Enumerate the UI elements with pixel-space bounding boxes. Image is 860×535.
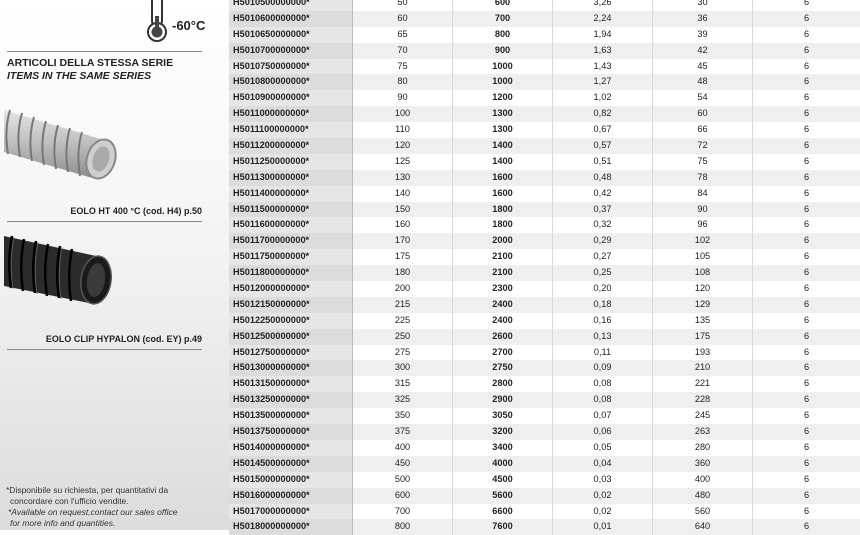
table-row[interactable]	[229, 233, 860, 249]
series-title-english: ITEMS IN THE SAME SERIES	[7, 70, 152, 82]
col-2-value-cell: 1300	[453, 122, 553, 138]
col-5-value-cell: 6	[803, 140, 810, 151]
table-row[interactable]	[229, 472, 860, 488]
diameter-cell: 300	[353, 360, 453, 376]
diameter-cell: 250	[353, 329, 453, 345]
product-code-cell: H5013000000000*	[229, 360, 353, 376]
table-row[interactable]	[229, 0, 860, 11]
col-4-value-cell: 90	[653, 202, 753, 218]
diameter-cell: 200	[353, 281, 453, 297]
col-2-value-cell: 5600	[453, 488, 553, 504]
product-code-cell: H5011700000000*	[229, 233, 353, 249]
product-code-cell: H5012150000000*	[229, 297, 353, 313]
col-2-value-cell: 2100	[453, 249, 553, 265]
col-2-value-cell: 2800	[453, 376, 553, 392]
col-5-value-cell: 6	[803, 60, 810, 71]
col-4-value-cell: 75	[653, 154, 753, 170]
diameter-cell: 70	[353, 43, 453, 59]
col-2-value-cell: 3200	[453, 424, 553, 440]
table-row[interactable]	[229, 138, 860, 154]
diameter-cell: 125	[353, 154, 453, 170]
col-4-value-cell: 84	[653, 186, 753, 202]
col-5-value-cell: 6	[803, 394, 810, 405]
product-code-cell: H5014000000000*	[229, 440, 353, 456]
col-3-value-cell: 1,27	[553, 74, 653, 90]
diameter-cell: 180	[353, 265, 453, 281]
col-4-value-cell: 640	[653, 519, 753, 535]
col-4-value-cell: 48	[653, 74, 753, 90]
col-4-value-cell: 210	[653, 360, 753, 376]
col-4-value-cell: 263	[653, 424, 753, 440]
col-4-value-cell: 39	[653, 27, 753, 43]
col-2-value-cell: 1400	[453, 154, 553, 170]
col-5-value-cell: 6	[803, 473, 810, 484]
product-code-cell: H5012750000000*	[229, 345, 353, 361]
col-4-value-cell: 105	[653, 249, 753, 265]
col-2-value-cell: 1800	[453, 202, 553, 218]
col-3-value-cell: 0,27	[553, 249, 653, 265]
table-row[interactable]	[229, 329, 860, 345]
col-3-value-cell: 0,42	[553, 186, 653, 202]
col-2-value-cell: 2300	[453, 281, 553, 297]
col-4-value-cell: 193	[653, 345, 753, 361]
table-row[interactable]	[229, 106, 860, 122]
col-2-value-cell: 2600	[453, 329, 553, 345]
temperature-range	[140, 0, 230, 42]
col-2-value-cell: 4000	[453, 456, 553, 472]
diameter-cell: 175	[353, 249, 453, 265]
col-4-value-cell: 96	[653, 217, 753, 233]
col-5-value-cell: 6	[803, 457, 810, 468]
col-2-value-cell: 2700	[453, 345, 553, 361]
product-code-cell: H5012250000000*	[229, 313, 353, 329]
col-2-value-cell: 3050	[453, 408, 553, 424]
col-2-value-cell: 1600	[453, 170, 553, 186]
product-caption-eolo-clip[interactable]: EOLO CLIP HYPALON (cod. EY) p.49	[45, 334, 202, 344]
col-4-value-cell: 54	[653, 90, 753, 106]
diameter-cell: 500	[353, 472, 453, 488]
diameter-cell: 90	[353, 90, 453, 106]
diameter-cell: 600	[353, 488, 453, 504]
col-3-value-cell: 0,25	[553, 265, 653, 281]
product-code-cell: H5010900000000*	[229, 90, 353, 106]
col-5-value-cell: 6	[803, 521, 810, 532]
col-3-value-cell: 0,02	[553, 504, 653, 520]
col-3-value-cell: 0,48	[553, 170, 653, 186]
table-row[interactable]	[229, 154, 860, 170]
table-row[interactable]	[229, 440, 860, 456]
diameter-cell: 60	[353, 11, 453, 27]
col-3-value-cell: 1,63	[553, 43, 653, 59]
col-5-value-cell: 6	[803, 219, 810, 230]
col-4-value-cell: 108	[653, 265, 753, 281]
table-row[interactable]	[229, 217, 860, 233]
col-5-value-cell: 6	[803, 441, 810, 452]
col-2-value-cell: 1400	[453, 138, 553, 154]
max-temperature	[172, 0, 219, 1]
product-code-cell: H5011500000000*	[229, 202, 353, 218]
table-row[interactable]	[229, 376, 860, 392]
product-code-cell: H5013150000000*	[229, 376, 353, 392]
col-3-value-cell: 0,09	[553, 360, 653, 376]
diameter-cell: 275	[353, 345, 453, 361]
table-row[interactable]	[229, 202, 860, 218]
col-2-value-cell: 6600	[453, 504, 553, 520]
col-4-value-cell: 60	[653, 106, 753, 122]
col-5-value-cell: 6	[803, 362, 810, 373]
col-3-value-cell: 0,13	[553, 329, 653, 345]
col-3-value-cell: 0,29	[553, 233, 653, 249]
col-5-value-cell: 6	[803, 124, 810, 135]
col-5-value-cell: 6	[803, 155, 810, 166]
diameter-cell: 375	[353, 424, 453, 440]
table-row[interactable]	[229, 122, 860, 138]
col-3-value-cell: 0,82	[553, 106, 653, 122]
col-2-value-cell: 2100	[453, 265, 553, 281]
diameter-cell: 450	[353, 456, 453, 472]
col-2-value-cell: 2400	[453, 297, 553, 313]
product-specs-table	[229, 0, 860, 535]
col-3-value-cell: 0,20	[553, 281, 653, 297]
col-5-value-cell: 6	[803, 426, 810, 437]
product-code-cell: H5015000000000*	[229, 472, 353, 488]
table-row[interactable]	[229, 249, 860, 265]
col-2-value-cell: 600	[453, 0, 553, 11]
col-4-value-cell: 42	[653, 43, 753, 59]
col-4-value-cell: 78	[653, 170, 753, 186]
col-2-value-cell: 1200	[453, 90, 553, 106]
table-row[interactable]	[229, 11, 860, 27]
col-5-value-cell: 6	[803, 203, 810, 214]
col-2-value-cell: 2750	[453, 360, 553, 376]
col-2-value-cell: 900	[453, 43, 553, 59]
col-5-value-cell: 6	[803, 298, 810, 309]
table-row[interactable]	[229, 519, 860, 535]
col-2-value-cell: 1000	[453, 74, 553, 90]
table-row[interactable]	[229, 313, 860, 329]
col-3-value-cell: 0,02	[553, 488, 653, 504]
col-2-value-cell: 1000	[453, 59, 553, 75]
col-3-value-cell: 0,07	[553, 408, 653, 424]
col-5-value-cell: 6	[803, 235, 810, 246]
col-4-value-cell: 560	[653, 504, 753, 520]
series-title-italian: ARTICOLI DELLA STESSA SERIE	[7, 57, 174, 69]
col-3-value-cell: 2,24	[553, 11, 653, 27]
product-code-cell: H5012000000000*	[229, 281, 353, 297]
sidebar	[0, 0, 229, 530]
col-3-value-cell: 0,67	[553, 122, 653, 138]
col-5-value-cell: 6	[803, 171, 810, 182]
product-code-cell: H5013250000000*	[229, 392, 353, 408]
table-row[interactable]	[229, 456, 860, 472]
col-4-value-cell: 30	[653, 0, 753, 11]
diameter-cell: 700	[353, 504, 453, 520]
col-2-value-cell: 2000	[453, 233, 553, 249]
col-5-value-cell: 6	[803, 12, 810, 23]
footnote-italian-line-1: *Disponibile su richiesta, per quantitativi da	[6, 485, 169, 495]
table-row[interactable]	[229, 59, 860, 75]
diameter-cell: 225	[353, 313, 453, 329]
col-2-value-cell: 1800	[453, 217, 553, 233]
product-caption-eolo-ht[interactable]: EOLO HT 400 °C (cod. H4) p.50	[70, 206, 202, 216]
col-2-value-cell: 1300	[453, 106, 553, 122]
col-5-value-cell: 6	[803, 283, 810, 294]
col-2-value-cell: 1600	[453, 186, 553, 202]
product-code-cell: H5010700000000*	[229, 43, 353, 59]
product-code-cell: H5017000000000*	[229, 504, 353, 520]
diameter-cell: 350	[353, 408, 453, 424]
col-4-value-cell: 66	[653, 122, 753, 138]
diameter-cell: 315	[353, 376, 453, 392]
col-3-value-cell: 1,02	[553, 90, 653, 106]
table-row[interactable]	[229, 281, 860, 297]
col-3-value-cell: 1,94	[553, 27, 653, 43]
product-code-cell: H5010600000000*	[229, 11, 353, 27]
col-3-value-cell: 0,32	[553, 217, 653, 233]
col-3-value-cell: 1,43	[553, 59, 653, 75]
diameter-cell: 140	[353, 186, 453, 202]
col-5-value-cell: 6	[803, 0, 810, 7]
black-clip-hose-image[interactable]	[4, 228, 114, 308]
col-4-value-cell: 135	[653, 313, 753, 329]
col-3-value-cell: 0,08	[553, 392, 653, 408]
col-2-value-cell: 7600	[453, 519, 553, 535]
product-code-cell: H5011400000000*	[229, 186, 353, 202]
grey-fabric-hose-image[interactable]	[4, 100, 124, 180]
col-3-value-cell: 3,26	[553, 0, 653, 11]
divider	[7, 221, 202, 222]
col-5-value-cell: 6	[803, 251, 810, 262]
col-3-value-cell: 0,05	[553, 440, 653, 456]
table-row[interactable]	[229, 424, 860, 440]
col-4-value-cell: 360	[653, 456, 753, 472]
diameter-cell: 65	[353, 27, 453, 43]
diameter-cell: 120	[353, 138, 453, 154]
col-3-value-cell: 0,08	[553, 376, 653, 392]
col-5-value-cell: 6	[803, 76, 810, 87]
table-row[interactable]	[229, 297, 860, 313]
divider	[7, 349, 202, 350]
product-code-cell: H5013500000000*	[229, 408, 353, 424]
col-4-value-cell: 280	[653, 440, 753, 456]
product-code-cell: H5010650000000*	[229, 27, 353, 43]
table-row[interactable]	[229, 90, 860, 106]
diameter-cell: 325	[353, 392, 453, 408]
product-code-cell: H5010750000000*	[229, 59, 353, 75]
footnote-english-line-1: *Available on request,contact our sales office	[8, 507, 178, 517]
diameter-cell: 400	[353, 440, 453, 456]
diameter-cell: 75	[353, 59, 453, 75]
col-3-value-cell: 0,03	[553, 472, 653, 488]
table-row[interactable]	[229, 170, 860, 186]
col-5-value-cell: 6	[803, 267, 810, 278]
diameter-cell: 50	[353, 0, 453, 11]
product-code-cell: H5012500000000*	[229, 329, 353, 345]
col-5-value-cell: 6	[803, 44, 810, 55]
col-4-value-cell: 102	[653, 233, 753, 249]
col-3-value-cell: 0,37	[553, 202, 653, 218]
col-5-value-cell: 6	[803, 108, 810, 119]
product-code-cell: H5011250000000*	[229, 154, 353, 170]
divider	[7, 51, 202, 52]
col-5-value-cell: 6	[803, 314, 810, 325]
col-3-value-cell: 0,01	[553, 519, 653, 535]
product-code-cell: H5013750000000*	[229, 424, 353, 440]
diameter-cell: 170	[353, 233, 453, 249]
thermometer-icon	[146, 0, 168, 44]
diameter-cell: 800	[353, 519, 453, 535]
product-code-cell: H5011600000000*	[229, 217, 353, 233]
col-4-value-cell: 120	[653, 281, 753, 297]
col-5-value-cell: 6	[803, 489, 810, 500]
footnote-english-line-2: for more info and quantities.	[10, 518, 116, 528]
col-5-value-cell: 6	[803, 410, 810, 421]
col-4-value-cell: 228	[653, 392, 753, 408]
diameter-cell: 110	[353, 122, 453, 138]
col-4-value-cell: 400	[653, 472, 753, 488]
diameter-cell: 150	[353, 202, 453, 218]
table-row[interactable]	[229, 345, 860, 361]
product-code-cell: H5010800000000*	[229, 74, 353, 90]
col-2-value-cell: 4500	[453, 472, 553, 488]
diameter-cell: 130	[353, 170, 453, 186]
col-2-value-cell: 2400	[453, 313, 553, 329]
product-code-cell: H5010500000000*	[229, 0, 353, 11]
col-4-value-cell: 129	[653, 297, 753, 313]
table-row[interactable]	[229, 488, 860, 504]
diameter-cell: 160	[353, 217, 453, 233]
col-2-value-cell: 3400	[453, 440, 553, 456]
col-2-value-cell: 700	[453, 11, 553, 27]
col-4-value-cell: 45	[653, 59, 753, 75]
col-5-value-cell: 6	[803, 346, 810, 357]
col-5-value-cell: 6	[803, 92, 810, 103]
table-row[interactable]	[229, 265, 860, 281]
col-3-value-cell: 0,16	[553, 313, 653, 329]
product-code-cell: H5011200000000*	[229, 138, 353, 154]
col-5-value-cell: 6	[803, 187, 810, 198]
diameter-cell: 80	[353, 74, 453, 90]
col-2-value-cell: 800	[453, 27, 553, 43]
footnote-italian-line-2: concordare con l'ufficio vendite.	[10, 496, 129, 506]
col-3-value-cell: 0,11	[553, 345, 653, 361]
table-row[interactable]	[229, 360, 860, 376]
col-3-value-cell: 0,04	[553, 456, 653, 472]
product-code-cell: H5016000000000*	[229, 488, 353, 504]
table-row[interactable]	[229, 186, 860, 202]
min-temperature: -60°C	[172, 18, 206, 33]
product-code-cell: H5011000000000*	[229, 106, 353, 122]
table-row[interactable]	[229, 408, 860, 424]
col-4-value-cell: 245	[653, 408, 753, 424]
product-code-cell: H5018000000000*	[229, 519, 353, 535]
col-4-value-cell: 175	[653, 329, 753, 345]
diameter-cell: 100	[353, 106, 453, 122]
col-5-value-cell: 6	[803, 378, 810, 389]
table-row[interactable]	[229, 504, 860, 520]
col-4-value-cell: 221	[653, 376, 753, 392]
table-row[interactable]	[229, 43, 860, 59]
product-code-cell: H5011100000000*	[229, 122, 353, 138]
product-code-cell: H5011800000000*	[229, 265, 353, 281]
col-5-value-cell: 6	[803, 330, 810, 341]
col-3-value-cell: 0,06	[553, 424, 653, 440]
col-3-value-cell: 0,18	[553, 297, 653, 313]
col-5-value-cell: 6	[803, 505, 810, 516]
product-code-cell: H5011300000000*	[229, 170, 353, 186]
col-5-value-cell: 6	[803, 28, 810, 39]
col-4-value-cell: 36	[653, 11, 753, 27]
table-row[interactable]	[229, 392, 860, 408]
col-3-value-cell: 0,51	[553, 154, 653, 170]
col-3-value-cell: 0,57	[553, 138, 653, 154]
table-row[interactable]	[229, 27, 860, 43]
col-2-value-cell: 2900	[453, 392, 553, 408]
col-4-value-cell: 480	[653, 488, 753, 504]
col-4-value-cell: 72	[653, 138, 753, 154]
product-code-cell: H5011750000000*	[229, 249, 353, 265]
diameter-cell: 215	[353, 297, 453, 313]
product-code-cell: H5014500000000*	[229, 456, 353, 472]
table-row[interactable]	[229, 74, 860, 90]
